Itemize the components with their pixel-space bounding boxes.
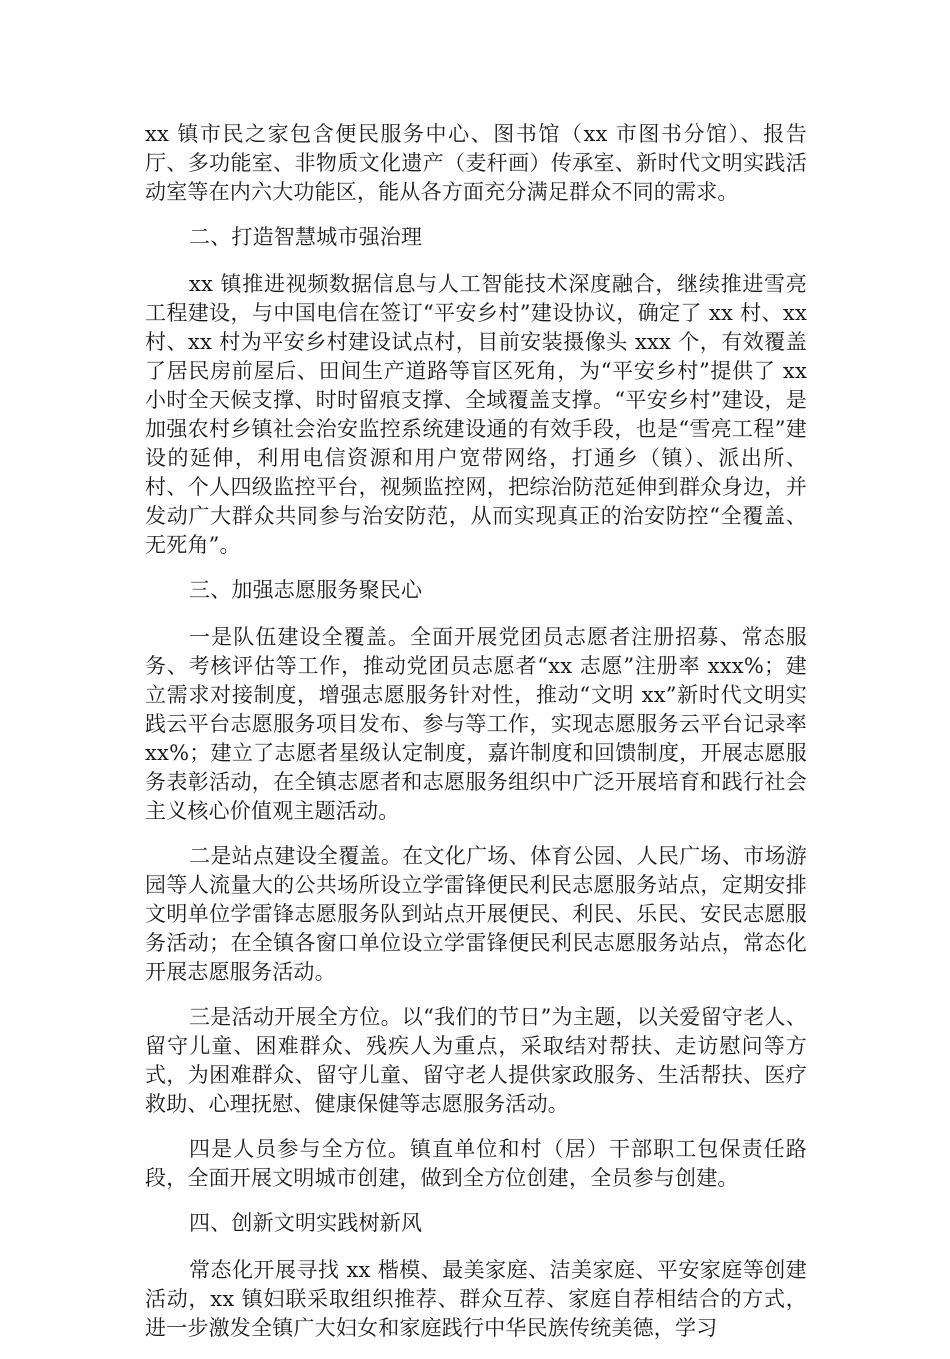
section-heading-civilization: 四、创新文明实践树新风: [189, 1211, 423, 1235]
volunteer-activity-paragraph: 三是活动开展全方位。以“我们的节日”为主题，以关爱留守老人、留守儿童、困难群众、残疾人为重点，采取结对帮扶、走访慰问等方式，为困难群众、留守儿童、留守老人提供家政服务、生活帮扶、医疗救助、心理抚慰、健康保健等志愿服务活动。: [145, 1005, 807, 1116]
volunteer-staff-paragraph: 四是人员参与全方位。镇直单位和村（居）干部职工包保责任路段，全面开展文明城市创建，做到全方位创建，全员参与创建。: [145, 1137, 807, 1190]
volunteer-team-paragraph: 一是队伍建设全覆盖。全面开展党团员志愿者注册招募、常态服务、考核评估等工作，推动党团员志愿者“xx 志愿”注册率 xxx%；建立需求对接制度，增强志愿服务针对性，推动“文明 xx”新时代文明实践云平台志愿服务项目发布、参与等工作，实现志愿服务云平台记录率 xx%；建立了志愿者星级认定制度，嘉许制度和回馈制度，开展志愿服务表彰活动，在全镇志愿者和志愿服务组织中广泛开展培育和践行社会主义核心价值观主题活动。: [145, 625, 807, 823]
document-page: [145, 120, 807, 1359]
smart-city-paragraph: xx 镇推进视频数据信息与人工智能技术深度融合，继续推进雪亮工程建设，与中国电信在签订“平安乡村”建设协议，确定了 xx 村、xx 村、xx 村为平安乡村建设试点村，目前安装摄像头 xxx 个，有效覆盖了居民房前屋后、田间生产道路等盲区死角，为“平安乡村”提供了 xx 小时全天候支撑、时时留痕支撑、全域覆盖支撑。“平安乡村”建设，是加强农村乡镇社会治安监控系统建设通的有效手段，也是“雪亮工程”建设的延伸，利用电信资源和用户宽带网络，打通乡（镇）、派出所、村、个人四级监控平台，视频监控网，把综治防范延伸到群众身边，并发动广大群众共同参与治安防范，从而实现真正的治安防控“全覆盖、无死角”。: [145, 272, 807, 557]
section-heading-smart-city: 二、打造智慧城市强治理: [189, 225, 423, 249]
intro-paragraph: xx 镇市民之家包含便民服务中心、图书馆（xx 市图书分馆）、报告厅、多功能室、非物质文化遗产（麦秆画）传承室、新时代文明实践活动室等在内六大功能区，能从各方面充分满足群众不同的需求。: [145, 122, 807, 204]
volunteer-station-paragraph: 二是站点建设全覆盖。在文化广场、体育公园、人民广场、市场游园等人流量大的公共场所设立学雷锋便民利民志愿服务站点，定期安排文明单位学雷锋志愿服务队到站点开展便民、利民、乐民、安民志愿服务活动；在全镇各窗口单位设立学雷锋便民利民志愿服务站点，常态化开展志愿服务活动。: [145, 844, 807, 984]
civilization-paragraph: 常态化开展寻找 xx 楷模、最美家庭、洁美家庭、平安家庭等创建活动，xx 镇妇联采取组织推荐、群众互荐、家庭自荐相结合的方式，进一步激发全镇广大妇女和家庭践行中华民族传统美德，学习: [145, 1258, 807, 1340]
section-heading-volunteer: 三、加强志愿服务聚民心: [189, 578, 423, 602]
